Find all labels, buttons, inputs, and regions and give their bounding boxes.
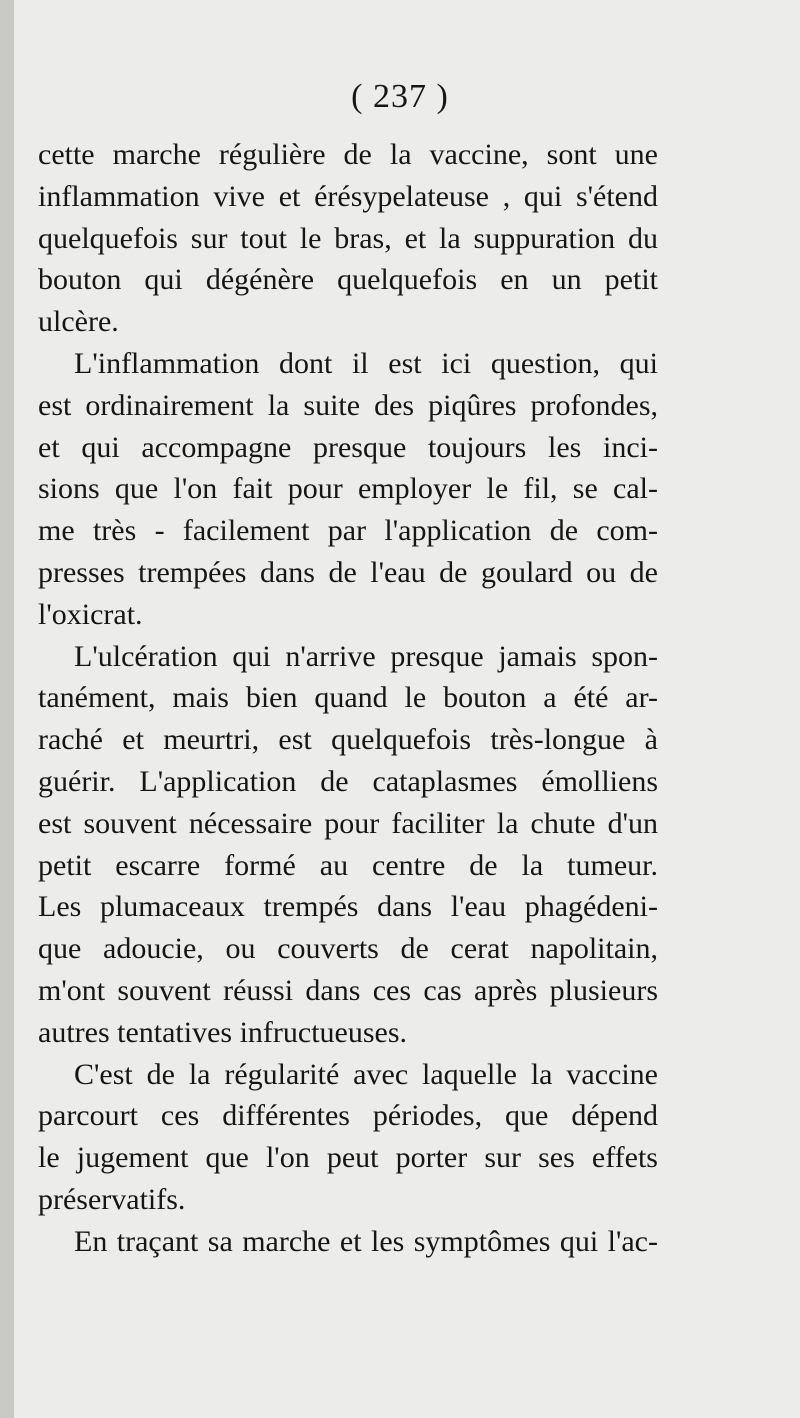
text-line: me très - facilement par l'application de com- (38, 514, 658, 548)
text-line: tanément, mais bien quand le bouton a été ar- (38, 681, 658, 715)
text-line: est ordinairement la suite des piqûres profondes, (38, 388, 658, 422)
text-line: presses trempées dans de l'eau de goulard ou de (38, 555, 658, 589)
text-line: cette marche régulière de la vaccine, sont une (38, 138, 658, 171)
text-line: sions que l'on fait pour employer le fil, se cal- (38, 472, 658, 506)
text-line: préservatifs. (38, 1182, 186, 1216)
paragraph-first-line: C'est de la régularité avec laquelle la vaccine (74, 1057, 658, 1091)
text-line: l'oxicrat. (38, 597, 143, 631)
text-line: raché et meurtri, est quelquefois très-longue à (38, 723, 658, 757)
paragraph-first-line: L'ulcération qui n'arrive presque jamais spon- (74, 639, 658, 673)
text-line: Les plumaceaux trempés dans l'eau phagédeni- (38, 890, 658, 924)
page-gutter-shadow (0, 0, 14, 1418)
text-line: quelquefois sur tout le bras, et la suppuration du (38, 221, 658, 255)
text-line: le jugement que l'on peut porter sur ses effets (38, 1141, 658, 1175)
text-line: petit escarre formé au centre de la tumeur. (38, 848, 658, 882)
text-line: ulcère. (38, 305, 119, 339)
text-line: m'ont souvent réussi dans ces cas après plusieurs (38, 973, 658, 1007)
text-line: parcourt ces différentes périodes, que dépend (38, 1099, 658, 1133)
text-line: autres tentatives infructueuses. (38, 1015, 408, 1049)
text-line: et qui accompagne presque toujours les inci- (38, 430, 658, 464)
text-line: bouton qui dégénère quelquefois en un petit (38, 263, 658, 297)
page-number: ( 237 ) (351, 78, 449, 115)
paragraph-first-line: En traçant sa marche et les symptômes qui l'ac- (74, 1224, 658, 1258)
text-line: inflammation vive et érésypelateuse , qui s'étend (38, 179, 658, 213)
body-text (38, 134, 658, 1263)
text-line: que adoucie, ou couverts de cerat napolitain, (38, 932, 658, 966)
text-line: guérir. L'application de cataplasmes émolliens (38, 764, 658, 798)
paragraph-first-line: L'inflammation dont il est ici question, qui (74, 346, 658, 380)
text-line: est souvent nécessaire pour faciliter la chute d'un (38, 806, 658, 840)
